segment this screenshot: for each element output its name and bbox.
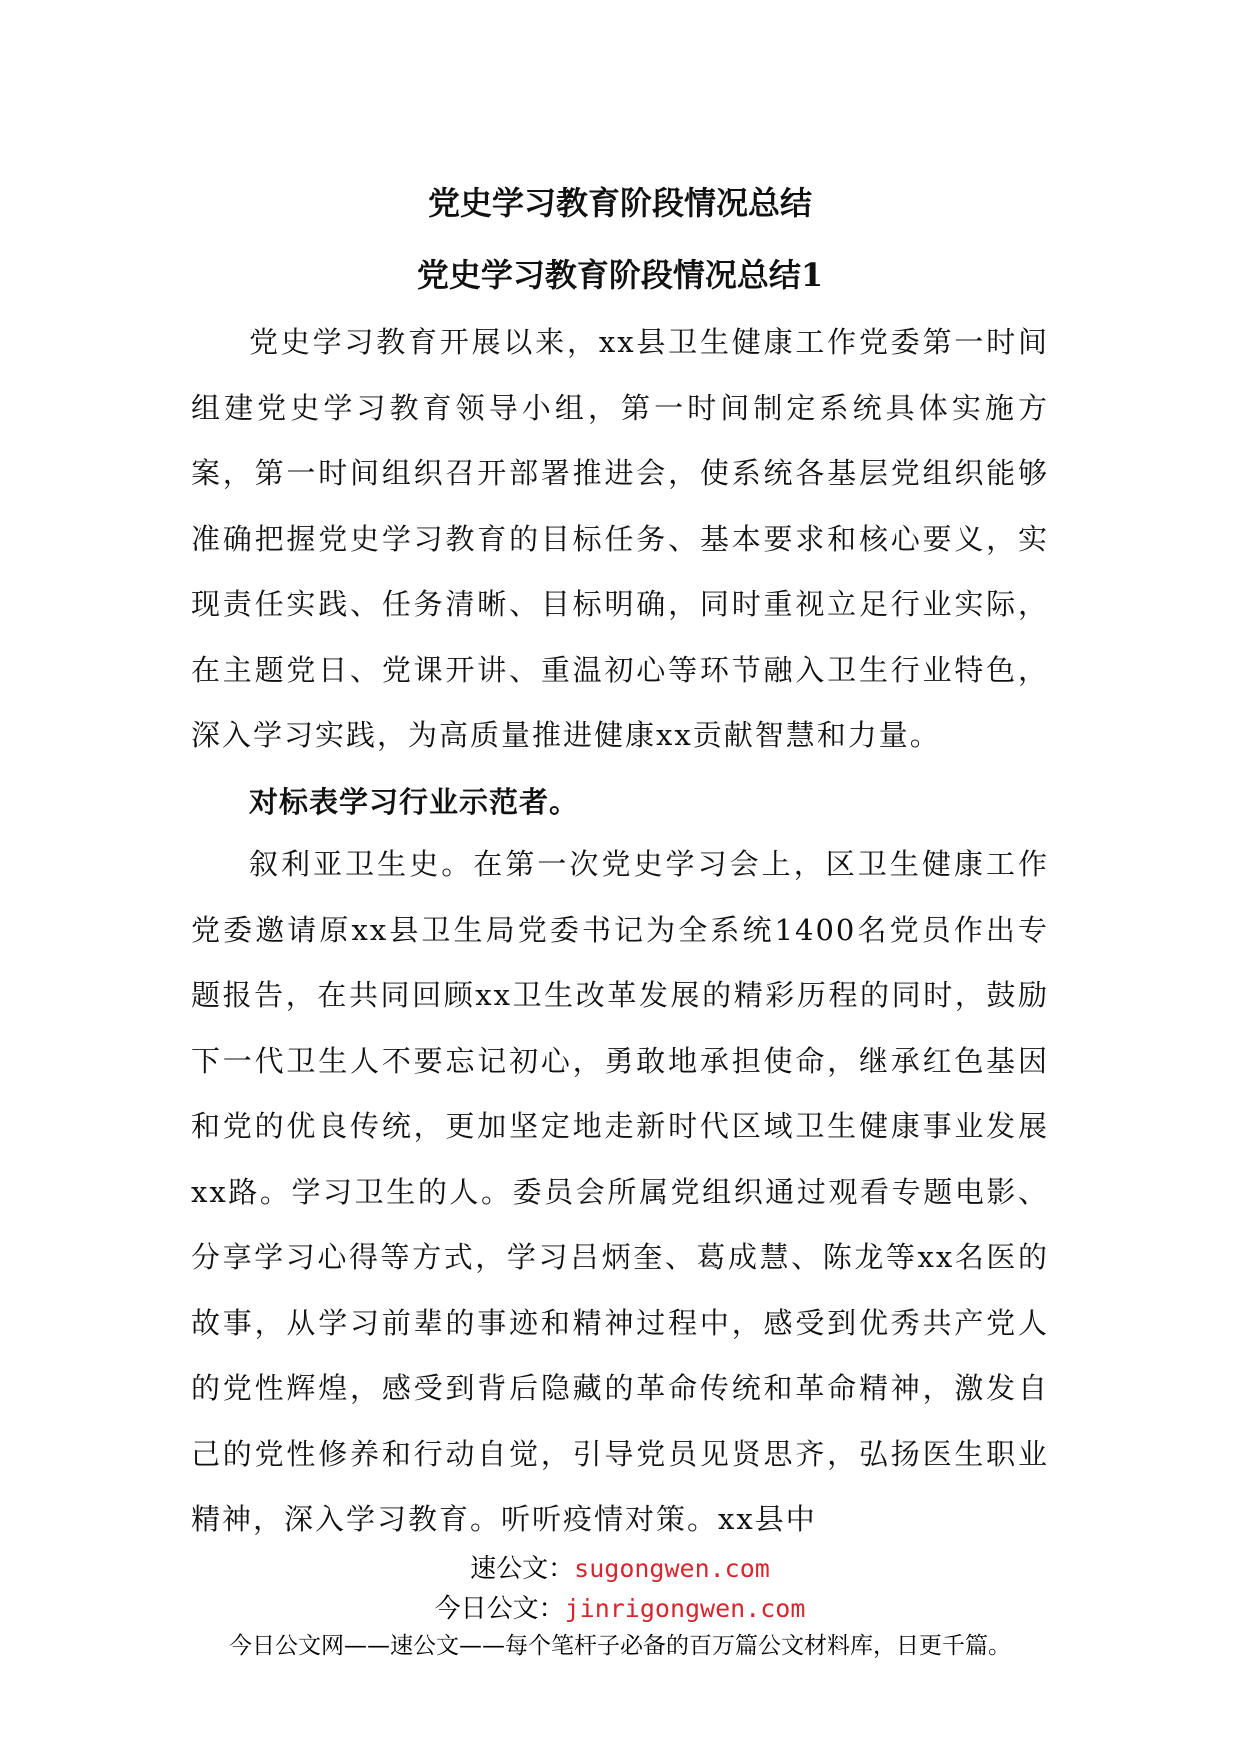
- footer-label-sugongwen: 速公文：: [470, 1554, 575, 1584]
- footer-slogan: 今日公文网——速公文——每个笔杆子必备的百万篇公文材料库，日更千篇。: [229, 1633, 1011, 1659]
- document-title: 党史学习教育阶段情况总结: [427, 184, 812, 222]
- footer-link-sugongwen[interactable]: sugongwen.com: [574, 1554, 770, 1583]
- paragraph-section: 叙利亚卫生史。在第一次党史学习会上，区卫生健康工作党委邀请原xx县卫生局党委书记为全系统1400名党员作出专题报告，在共同回顾xx卫生改革发展的精彩历程的同时，鼓励下一代卫生人不要忘记初心，勇敢地承担使命，继承红色基因和党的优良传统，更加坚定地走新时代区域卫生健康事业发展xx路。学习卫生的人。委员会所属党组织通过观看专题电影、分享学习心得等方式，学习吕炳奎、葛成慧、陈龙等xx名医的故事，从学习前辈的事迹和精神过程中，感受到优秀共产党人的党性辉煌，感受到背后隐藏的革命传统和革命精神，激发自己的党性修养和行动自觉，引导党员见贤思齐，弘扬医生职业精神，深入学习教育。听听疫情对策。xx县中: [191, 847, 1049, 1536]
- paragraph-intro: 党史学习教育开展以来，xx县卫生健康工作党委第一时间组建党史学习教育领导小组，第一时间制定系统具体实施方案，第一时间组织召开部署推进会，使系统各基层党组织能够准确把握党史学习教育的目标任务、基本要求和核心要义，实现责任实践、任务清晰、目标明确，同时重视立足行业实际，在主题党日、党课开讲、重温初心等环节融入卫生行业特色，深入学习实践，为高质量推进健康xx贡献智慧和力量。: [191, 325, 1049, 752]
- footer-label-jinrigongwen: 今日公文：: [434, 1594, 565, 1624]
- footer-line-jinrigongwen: [0, 1592, 1240, 1626]
- section-heading: 对标表学习行业示范者。: [249, 785, 580, 819]
- footer-link-jinrigongwen[interactable]: jinrigongwen.com: [564, 1594, 806, 1623]
- footer-line-sugongwen: [0, 1552, 1240, 1586]
- document-subtitle: 党史学习教育阶段情况总结1: [416, 256, 824, 294]
